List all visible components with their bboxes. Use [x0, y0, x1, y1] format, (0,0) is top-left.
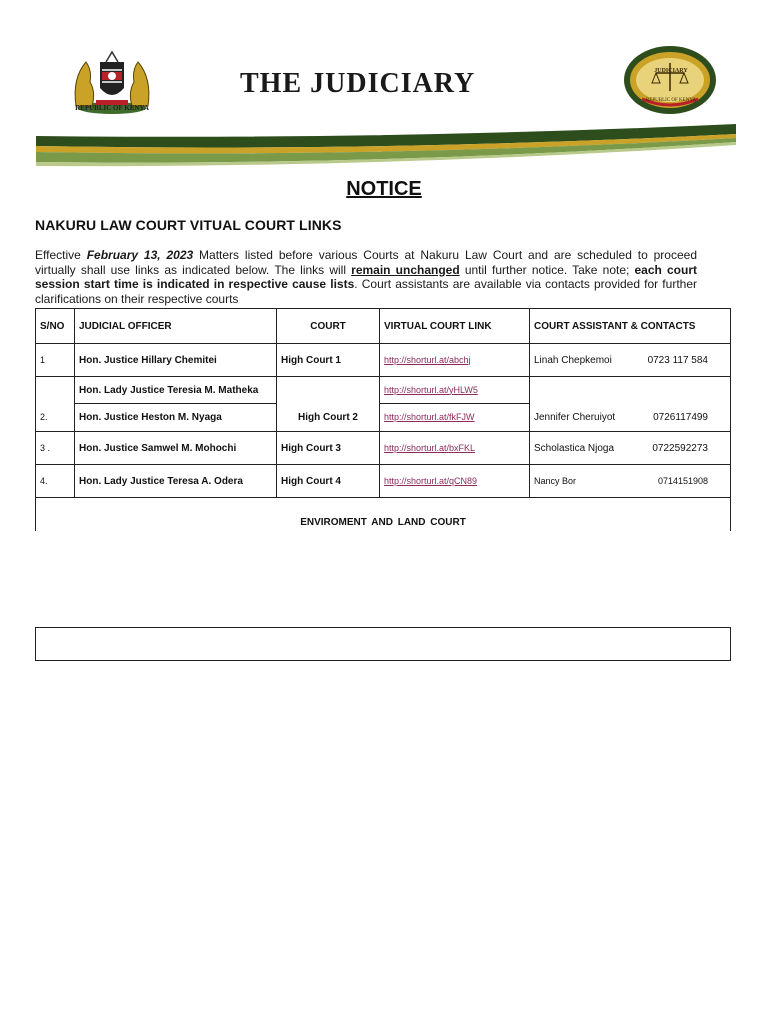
- court-assistant-name: Jennifer Cheruiyot: [534, 411, 616, 423]
- row-judicial-officer: Hon. Lady Justice Teresa A. Odera: [75, 465, 277, 498]
- environment-land-court-section: [35, 495, 731, 531]
- row-assistant-cell: [530, 432, 731, 465]
- notice-intro-paragraph: [35, 248, 697, 306]
- row-court: High Court 3: [277, 432, 380, 465]
- judiciary-seal-logo: [622, 45, 718, 115]
- virtual-court-link[interactable]: http://shorturl.at/bxFKL: [384, 442, 476, 453]
- seal-top-text: JUDICIARY: [654, 68, 688, 74]
- row-assistant-cell: [530, 344, 731, 377]
- row-court: High Court 4: [277, 465, 380, 498]
- intro-text-4: . Court assistants are available via contacts provided for further clarifications on their respective courts: [35, 277, 697, 306]
- row-sno: 2.: [36, 404, 75, 432]
- court-links-table: [35, 308, 731, 498]
- judiciary-title: THE JUDICIARY: [240, 68, 476, 99]
- row-link-cell: [380, 465, 530, 498]
- table-header-row: [36, 309, 731, 344]
- intro-text-1: Effective: [35, 248, 87, 262]
- court-assistant-name: Nancy Bor: [534, 476, 577, 486]
- row-link-cell: [380, 377, 530, 404]
- table-row: [36, 432, 731, 465]
- notice-title: NOTICE: [346, 178, 422, 200]
- row-judicial-officer: Hon. Lady Justice Teresia M. Matheka: [75, 377, 277, 404]
- notice-subtitle: NAKURU LAW COURT VITUAL COURT LINKS: [35, 217, 342, 233]
- row-sno: 3 .: [36, 432, 75, 465]
- intro-text-2: Matters listed before various Courts at Nakuru Law Court and are scheduled to proceed virtually shall use links as indicated below. The links will: [35, 248, 697, 277]
- court-assistant-phone: 0722592273: [652, 442, 708, 454]
- seal-bottom-text: REPUBLIC OF KENYA: [645, 98, 696, 103]
- row-assistant-cell: [530, 404, 731, 432]
- row-assistant-top: [530, 377, 731, 404]
- row-sno-top: [36, 377, 75, 404]
- table-row: [36, 404, 731, 432]
- row-judicial-officer: Hon. Justice Heston M. Nyaga: [75, 404, 277, 432]
- row-link-cell: [380, 432, 530, 465]
- court-assistant-name: Linah Chepkemoi: [534, 354, 612, 366]
- row-assistant-cell: [530, 465, 731, 498]
- row-court-top: [277, 377, 380, 404]
- header-judicial-officer: JUDICIAL OFFICER: [75, 309, 277, 344]
- row-link-cell: [380, 344, 530, 377]
- row-court: High Court 2: [277, 404, 380, 432]
- header-court: COURT: [277, 309, 380, 344]
- row-judicial-officer: Hon. Justice Samwel M. Mohochi: [75, 432, 277, 465]
- court-assistant-name: Scholastica Njoga: [534, 442, 615, 454]
- virtual-court-link[interactable]: http://shorturl.at/qCN89: [384, 475, 478, 486]
- table-row: [36, 344, 731, 377]
- header-sno: S/NO: [36, 309, 75, 344]
- effective-date: February 13, 2023: [86, 248, 194, 262]
- kenya-caption: REPUBLIC OF KENYA: [75, 104, 149, 112]
- remain-unchanged-emphasis: remain unchanged: [351, 262, 460, 277]
- row-sno: 4.: [36, 465, 75, 498]
- virtual-court-link[interactable]: http://shorturl.at/yHLW5: [384, 384, 478, 395]
- court-assistant-phone: 0714151908: [657, 476, 708, 486]
- virtual-court-link[interactable]: http://shorturl.at/fkFJW: [384, 412, 475, 422]
- session-time-emphasis: each court session start time is indicated in respective cause lists: [35, 262, 698, 292]
- header-banner-swoosh: [36, 118, 736, 168]
- row-court: High Court 1: [277, 344, 380, 377]
- empty-table-box: [35, 627, 731, 661]
- virtual-court-link[interactable]: http://shorturl.at/abchj: [384, 354, 471, 365]
- header-virtual-court-link: VIRTUAL COURT LINK: [380, 309, 530, 344]
- table-row: [36, 465, 731, 498]
- section-title: ENVIROMENT AND LAND COURT: [300, 517, 466, 528]
- header-court-assistant: COURT ASSISTANT & CONTACTS: [530, 309, 731, 344]
- row-sno: 1: [36, 344, 75, 377]
- table-row: [36, 377, 731, 404]
- row-judicial-officer: Hon. Justice Hillary Chemitei: [75, 344, 277, 377]
- intro-text-3: until further notice. Take note;: [459, 262, 635, 277]
- row-link-cell: [380, 404, 530, 432]
- court-assistant-phone: 0723 117 584: [647, 354, 708, 366]
- court-assistant-phone: 0726117499: [653, 411, 708, 423]
